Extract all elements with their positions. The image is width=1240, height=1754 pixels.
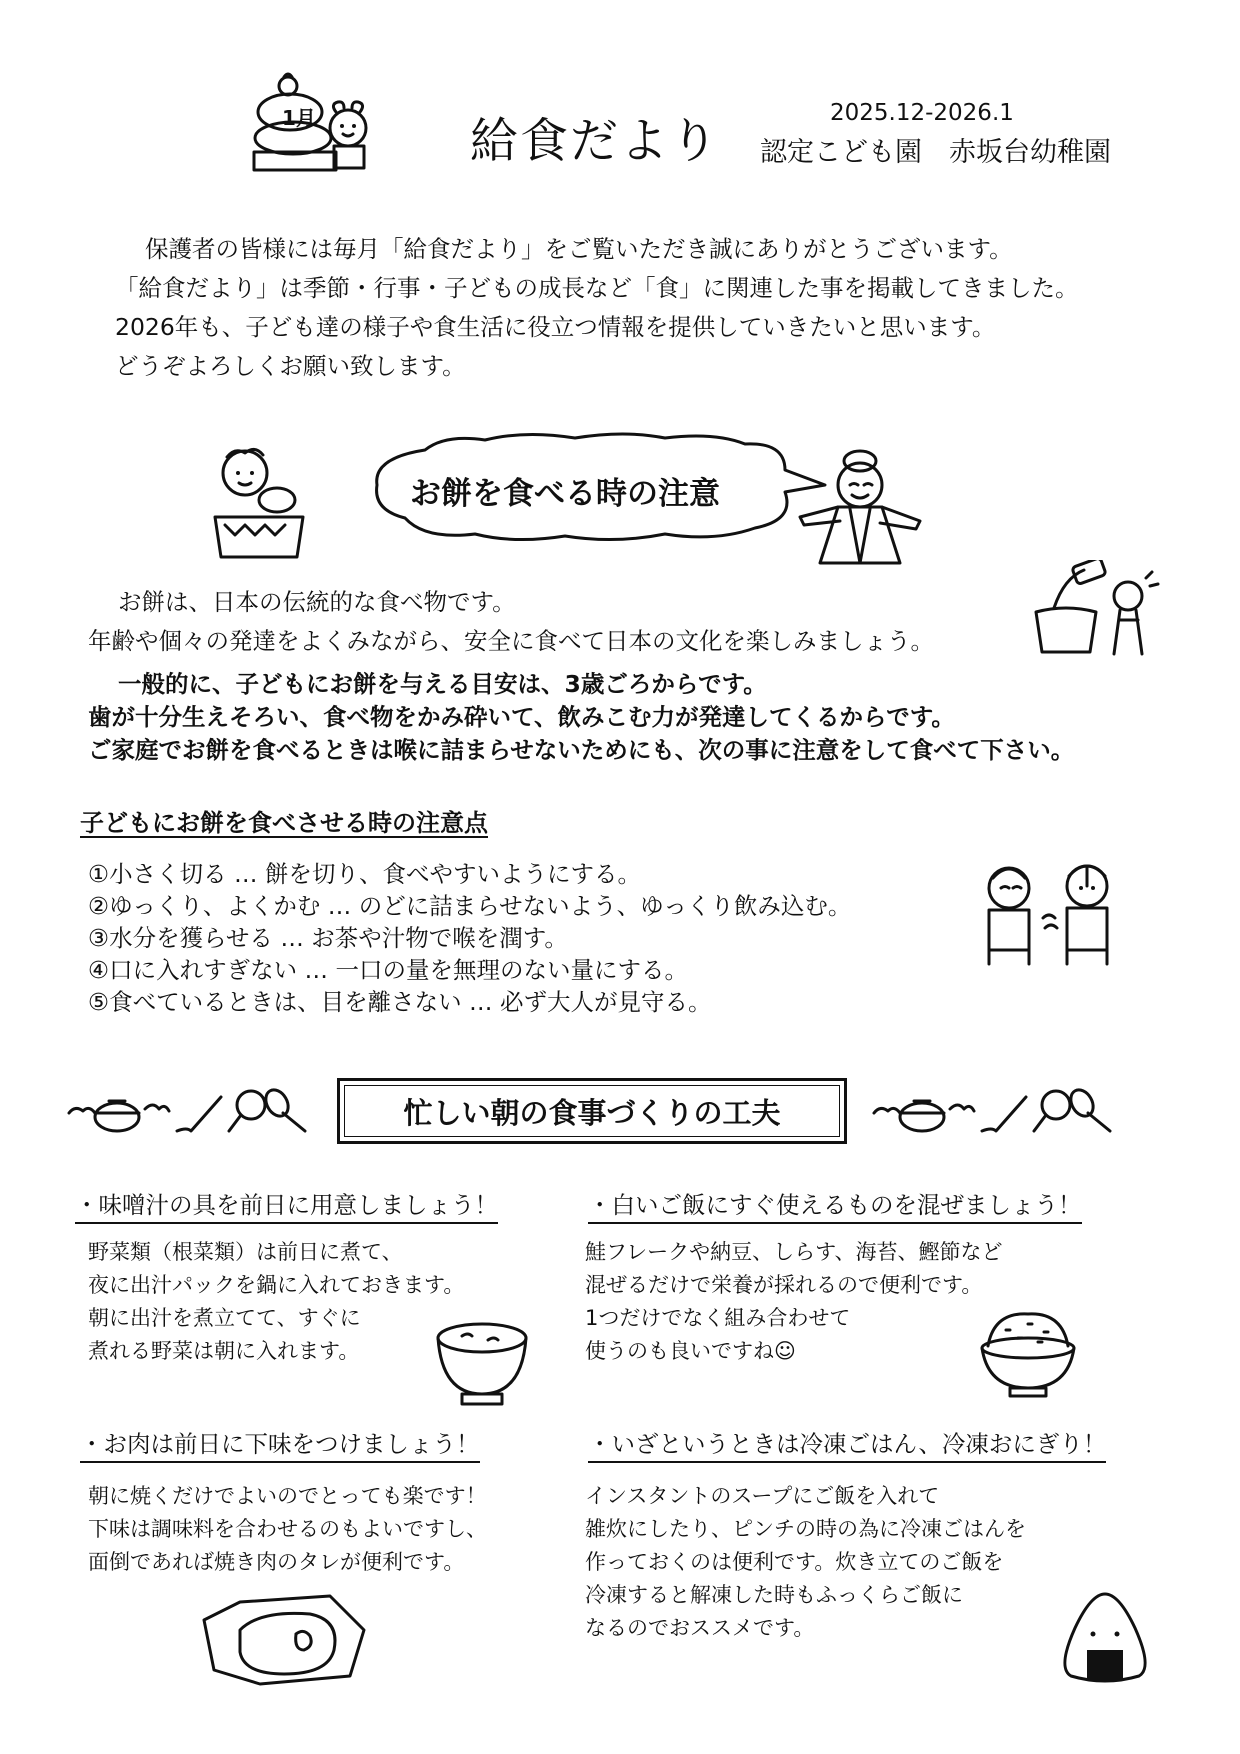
text-line: 1つだけでなく組み合わせて [585,1306,851,1330]
issue-date: 2025.12-2026.1 [830,100,1014,126]
text-line: 雑炊にしたり、ピンチの時の為に冷凍ごはんを [585,1517,1026,1541]
mochi-line: 一般的に、子どもにお餅を与える目安は、3歳ごろからです。 [118,670,767,698]
mochi-paragraph-1 [88,583,934,661]
intro-paragraph [115,230,1079,386]
text-line: 下味は調味料を合わせるのもよいですし、 [88,1517,487,1541]
text-line: 煮れる野菜は朝に入れます。 [88,1339,360,1363]
text-line: 鮭フレークや納豆、しらす、海苔、鰹節など [585,1240,1003,1264]
text-line: 使うのも良いですね☺ [585,1339,796,1363]
text-line: インスタントのスープにご飯を入れて [585,1484,940,1508]
soup-bowl-icon [432,1320,532,1412]
list-item: ①小さく切る … 餅を切り、食べやすいようにする。 [88,860,642,888]
kimono-woman-illustration [790,445,930,570]
school-name: 認定こども園 赤坂台幼稚園 [760,137,1111,168]
intro-line: 2026年も、子ども達の様子や食生活に役立つ情報を提供していきたいと思います。 [115,313,996,341]
intro-line: 「給食だより」は季節・行事・子どもの成長など「食」に関連した事を掲載してきました。 [115,274,1079,302]
mochi-heading: お餅を食べる時の注意 [410,476,720,512]
month-badge: 1月 [282,106,316,130]
onigiri-icon [1055,1588,1155,1688]
rice-mix-text [585,1236,1002,1368]
list-item: ③水分を獲らせる … お茶や汁物で喉を潤す。 [88,924,568,952]
list-item: ②ゆっくり、よくかむ … のどに詰まらせないよう、ゆっくり飲み込む。 [88,892,852,920]
intro-line: 保護者の皆様には毎月「給食だより」をご覧いただき誠にありがとうございます。 [145,235,1013,263]
miso-soup-heading: ・味噌汁の具を前日に用意しましょう！ [75,1186,498,1224]
frozen-rice-text [585,1480,1026,1645]
rice-bowl-icon [978,1310,1078,1402]
mochi-line: お餅は、日本の伝統的な食べ物です。 [118,588,516,616]
text-line: 冷凍すると解凍した時もふっくらご飯に [585,1583,963,1607]
text-line: 夜に出汁パックを鍋に入れておきます。 [88,1273,465,1297]
list-item: ⑤食べているときは、目を離さない … 必ず大人が見守る。 [88,988,712,1016]
kitchen-utensils-icon [65,1083,310,1139]
points-list [88,858,851,1018]
kitchen-utensils-icon [870,1083,1115,1139]
text-line: 混ぜるだけで栄養が採れるので便利です。 [585,1273,983,1297]
text-line: なるのでおススメです。 [585,1616,815,1640]
new-year-mochi-illustration [248,70,388,180]
frozen-rice-heading: ・いざというときは冷凍ごはん、冷凍おにぎり！ [588,1425,1106,1463]
rice-mix-heading: ・白いご飯にすぐ使えるものを混ぜましょう！ [588,1186,1082,1224]
text-line: 野菜類（根菜類）は前日に煮て、 [88,1240,403,1264]
mochi-line: 年齢や個々の発達をよくみながら、安全に食べて日本の文化を楽しみましょう。 [88,627,934,655]
child-mochi-illustration [205,445,315,565]
meat-marinade-heading: ・お肉は前日に下味をつけましょう！ [80,1425,480,1463]
meat-marinade-text [88,1480,487,1579]
page-title: 給食だより [470,113,721,169]
intro-line: どうぞよろしくお願い致します。 [115,352,466,380]
points-heading: 子どもにお餅を食べさせる時の注意点 [80,809,488,837]
grilled-meat-icon [200,1590,370,1690]
mochi-paragraph-2 [88,668,1074,767]
text-line: 朝に出汁を煮立てて、すぐに [88,1306,361,1330]
mochi-pounding-illustration [1030,560,1160,660]
children-eating-illustration [975,858,1135,968]
text-line: 朝に焼くだけでよいのでとっても楽です！ [88,1484,487,1508]
mochi-line: ご家庭でお餅を食べるときは喉に詰まらせないためにも、次の事に注意をして食べて下さい。 [88,736,1075,764]
text-line: 面倒であれば焼き肉のタレが便利です。 [88,1550,465,1574]
text-line: 作っておくのは便利です。炊き立てのご飯を [585,1550,1004,1574]
miso-soup-text [88,1236,464,1368]
morning-heading-box [337,1078,847,1144]
list-item: ④口に入れすぎない … 一口の量を無理のない量にする。 [88,956,689,984]
morning-heading: 忙しい朝の食事づくりの工夫 [344,1085,840,1137]
mochi-line: 歯が十分生えそろい、食べ物をかみ砕いて、飲みこむ力が発達してくるからです。 [88,703,955,731]
